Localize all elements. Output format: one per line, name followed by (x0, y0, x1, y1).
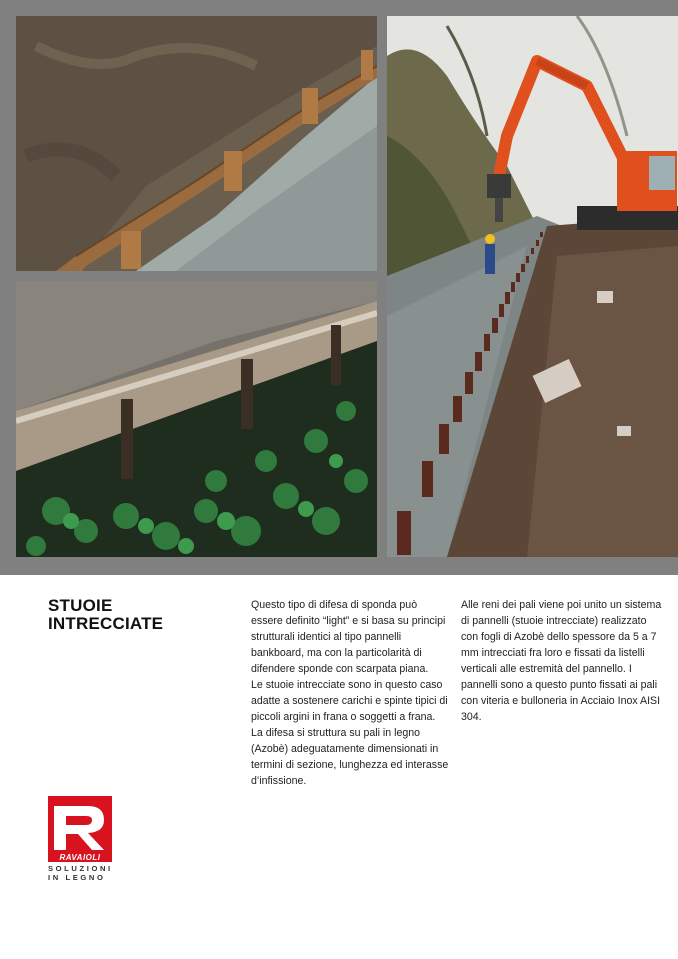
excavator-driving-piles-photo (387, 16, 678, 557)
text-column-right (461, 597, 666, 725)
canal-bank-boards-photo (16, 16, 377, 271)
section-title (48, 597, 228, 633)
logo-tagline-line1: SOLUZIONI (48, 864, 113, 873)
paragraph: Alle reni dei pali viene poi unito un sistema di pannelli (stuoie intrecciate) realizzato con fogli di Azobè dello spessore da 5 a 7 mm intrecciati fra loro e fissati da listelli verticali alle estremità del pannello. I pannelli sono a questo punto fissati ai pali con viteria e bulloneria in Acciaio Inox AISI 304. (461, 599, 662, 723)
paragraph: Questo tipo di difesa di sponda può essere definito “light” e si basa su principi strutturali identici al tipo pannelli bankboard, ma con la particolarità di difendere sponde con scarpata piana. (251, 599, 446, 675)
paragraph: La difesa si struttura su pali in legno (Azobè) adeguatamente dimensionati in termini di sezione, lunghezza ed interasse d’infissione. (251, 727, 449, 787)
ravaioli-logo (48, 796, 118, 882)
section-title-line2: INTRECCIATE (48, 614, 164, 633)
logo-tagline-line2: IN LEGNO (48, 873, 106, 882)
ravaioli-logo-mark (48, 796, 112, 862)
paragraph: Le stuoie intrecciate sono in questo caso adatte a sostenere carichi e spinte tipici di piccoli argini in frana o soggetti a frana. (251, 679, 448, 723)
section-title-line1: STUOIE (48, 596, 113, 615)
wooden-bulkhead-aquatic-plants-photo (16, 281, 377, 557)
text-column-left (251, 597, 451, 789)
ravaioli-brand-text: RAVAIOLI (59, 853, 101, 862)
